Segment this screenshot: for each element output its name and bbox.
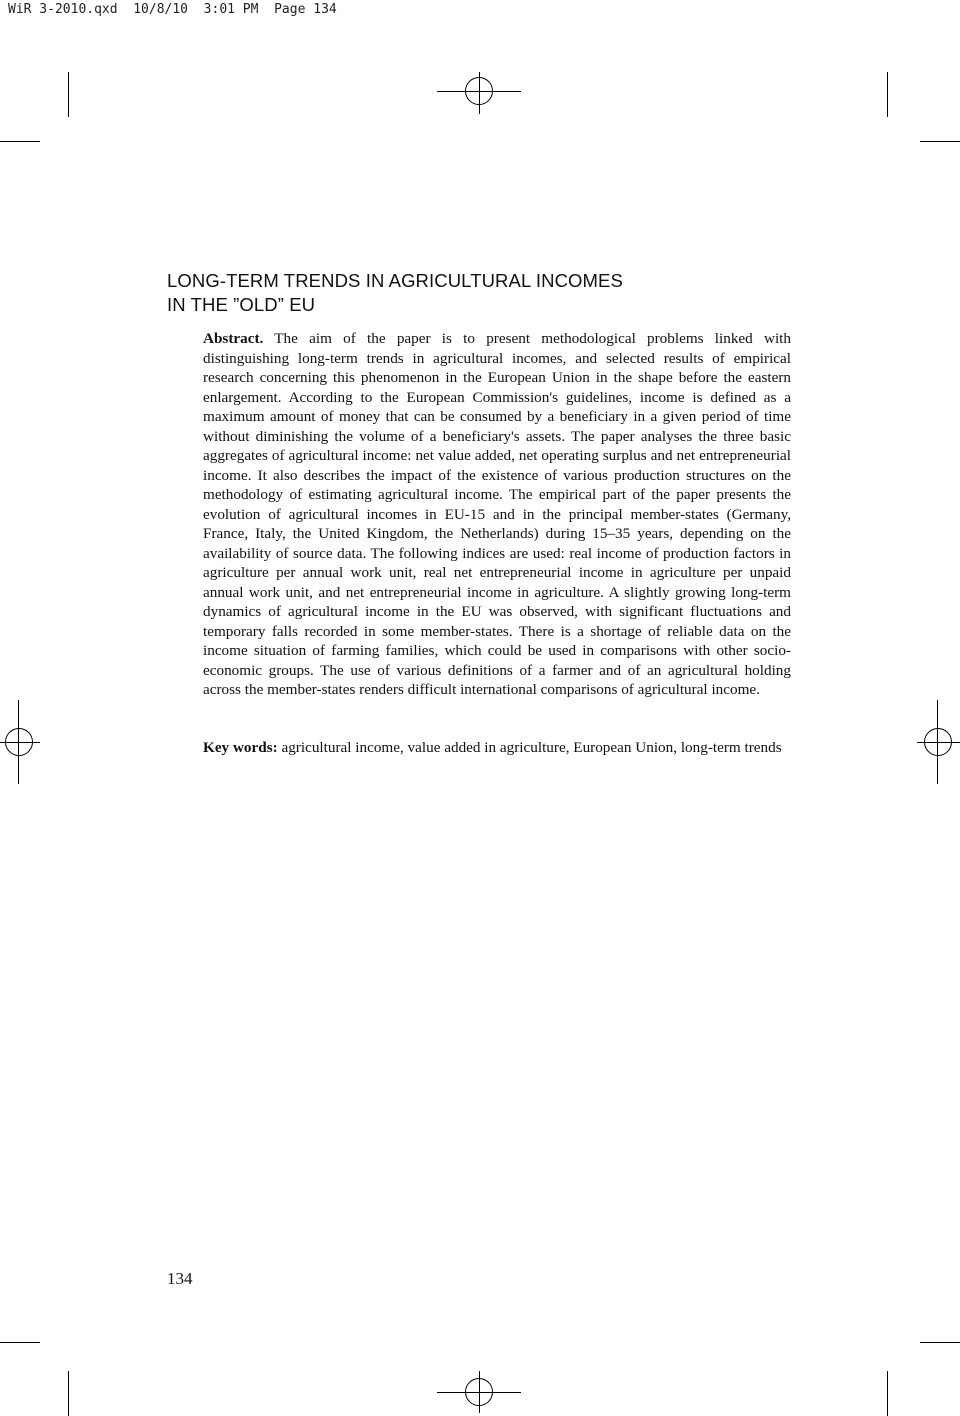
paper-title <box>167 269 807 317</box>
crop-mark-top-right-vertical <box>887 72 888 117</box>
paper-title-line-1: LONG-TERM TRENDS IN AGRICULTURAL INCOMES <box>167 270 623 291</box>
keywords-label: Key words: <box>203 739 278 756</box>
registration-circle-icon <box>465 1378 493 1406</box>
keywords-text: agricultural income, value added in agriculture, European Union, long-term trends <box>281 739 782 756</box>
paper-title-line-2: IN THE ”OLD” EU <box>167 294 316 315</box>
registration-circle-icon <box>5 728 33 756</box>
abstract-text: The aim of the paper is to present methodological problems linked with distinguishing long-term trends in agricultural incomes, and selected results of empirical research concerning this phenomenon in the European Union in the shape before the eastern enlargement. According to the European Commission's guidelines, income is defined as a maximum amount of money that can be consumed by a beneficiary in a given period of time without diminishing the volume of a beneficiary's assets. The paper analyses the three basic aggregates of agricultural income: net value added, net operating surplus and net entrepreneurial income. It also describes the impact of the existence of various production structures on the methodology of estimating agricultural income. The empirical part of the paper presents the evolution of agricultural incomes in EU-15 and in the principal member-states (Germany, France, Italy, the United Kingdom, the Netherlands) during 15–35 years, depending on the availability of source data. The following indices are used: real income of production factors in agriculture per annual work unit, real net entrepreneurial income in agriculture per unpaid annual work unit, and net entrepreneurial income in agriculture. A slightly growing long-term dynamics of agricultural income in the EU was observed, with significant fluctuations and temporary falls recorded in some member-states. There is a shortage of reliable data on the income situation of farming families, which could be used in comparisons with other socio-economic groups. The use of various definitions of a farmer and of an agricultural holding across the member-states renders difficult international comparisons of agricultural income. <box>203 330 791 698</box>
abstract-paragraph <box>203 329 791 700</box>
crop-mark-bottom-left-vertical <box>68 1371 69 1416</box>
crop-mark-top-right-horizontal <box>920 141 960 142</box>
file-slug: WiR 3-2010.qxd 10/8/10 3:01 PM Page 134 <box>8 2 337 17</box>
registration-circle-icon <box>924 728 952 756</box>
page-number: 134 <box>167 1269 193 1288</box>
crop-mark-bottom-left-horizontal <box>0 1342 40 1343</box>
registration-circle-icon <box>465 77 493 105</box>
keywords-paragraph <box>203 738 791 758</box>
crop-mark-bottom-right-horizontal <box>920 1342 960 1343</box>
crop-mark-bottom-right-vertical <box>887 1371 888 1416</box>
crop-mark-top-left-horizontal <box>0 141 40 142</box>
crop-mark-top-left-vertical <box>68 72 69 117</box>
abstract-label: Abstract. <box>203 330 264 347</box>
